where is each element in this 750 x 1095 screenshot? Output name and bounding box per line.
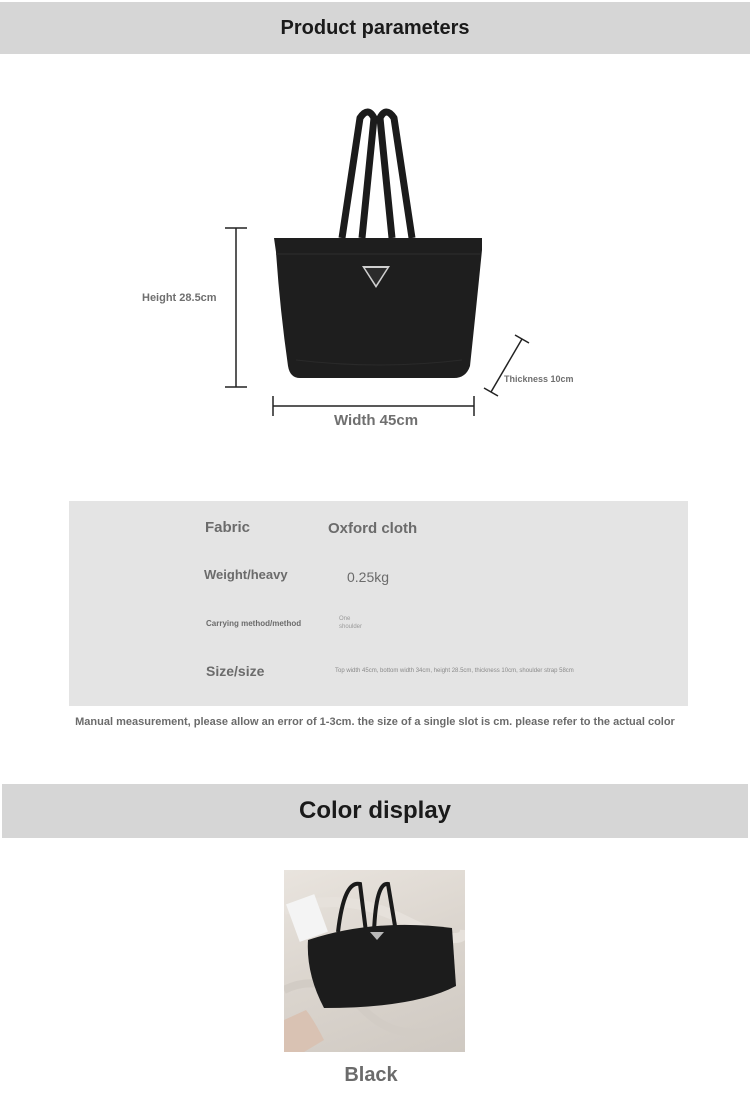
color-display-title: Color display <box>298 797 452 824</box>
size-label: Size/size <box>206 663 265 679</box>
bag-strap-left <box>342 112 374 238</box>
carrying-method-label: Carrying method/method <box>206 619 302 628</box>
measurement-note: Manual measurement, please allow an error of 1-3cm. the size of a single slot is cm. please refer to the actual color <box>75 716 675 728</box>
fabric-label: Fabric <box>205 519 251 536</box>
height-dimension-label: Height 28.5cm <box>142 292 217 304</box>
color-display-header <box>2 784 748 838</box>
bag-strap-right <box>380 112 412 238</box>
size-value: Top width 45cm, bottom width 34cm, height 28.5cm, thickness 10cm, shoulder strap 58cm <box>335 668 574 674</box>
product-parameters-title: Product parameters <box>280 16 470 39</box>
weight-value: 0.25kg <box>347 569 390 585</box>
carrying-method-value: One shoulder <box>339 616 363 630</box>
thickness-dimension-label: Thickness 10cm <box>504 374 574 384</box>
weight-label: Weight/heavy <box>204 567 288 582</box>
parameters-table <box>69 501 688 706</box>
width-dimension-label: Width 45cm <box>334 412 419 429</box>
dimension-diagram <box>0 60 750 480</box>
tote-bag-icon <box>274 238 482 378</box>
color-name-label: Black <box>344 1064 398 1086</box>
color-photo-black <box>284 870 465 1052</box>
product-parameters-header <box>0 2 750 54</box>
fabric-value: Oxford cloth <box>328 520 418 537</box>
black-bag-photo <box>284 870 465 1052</box>
